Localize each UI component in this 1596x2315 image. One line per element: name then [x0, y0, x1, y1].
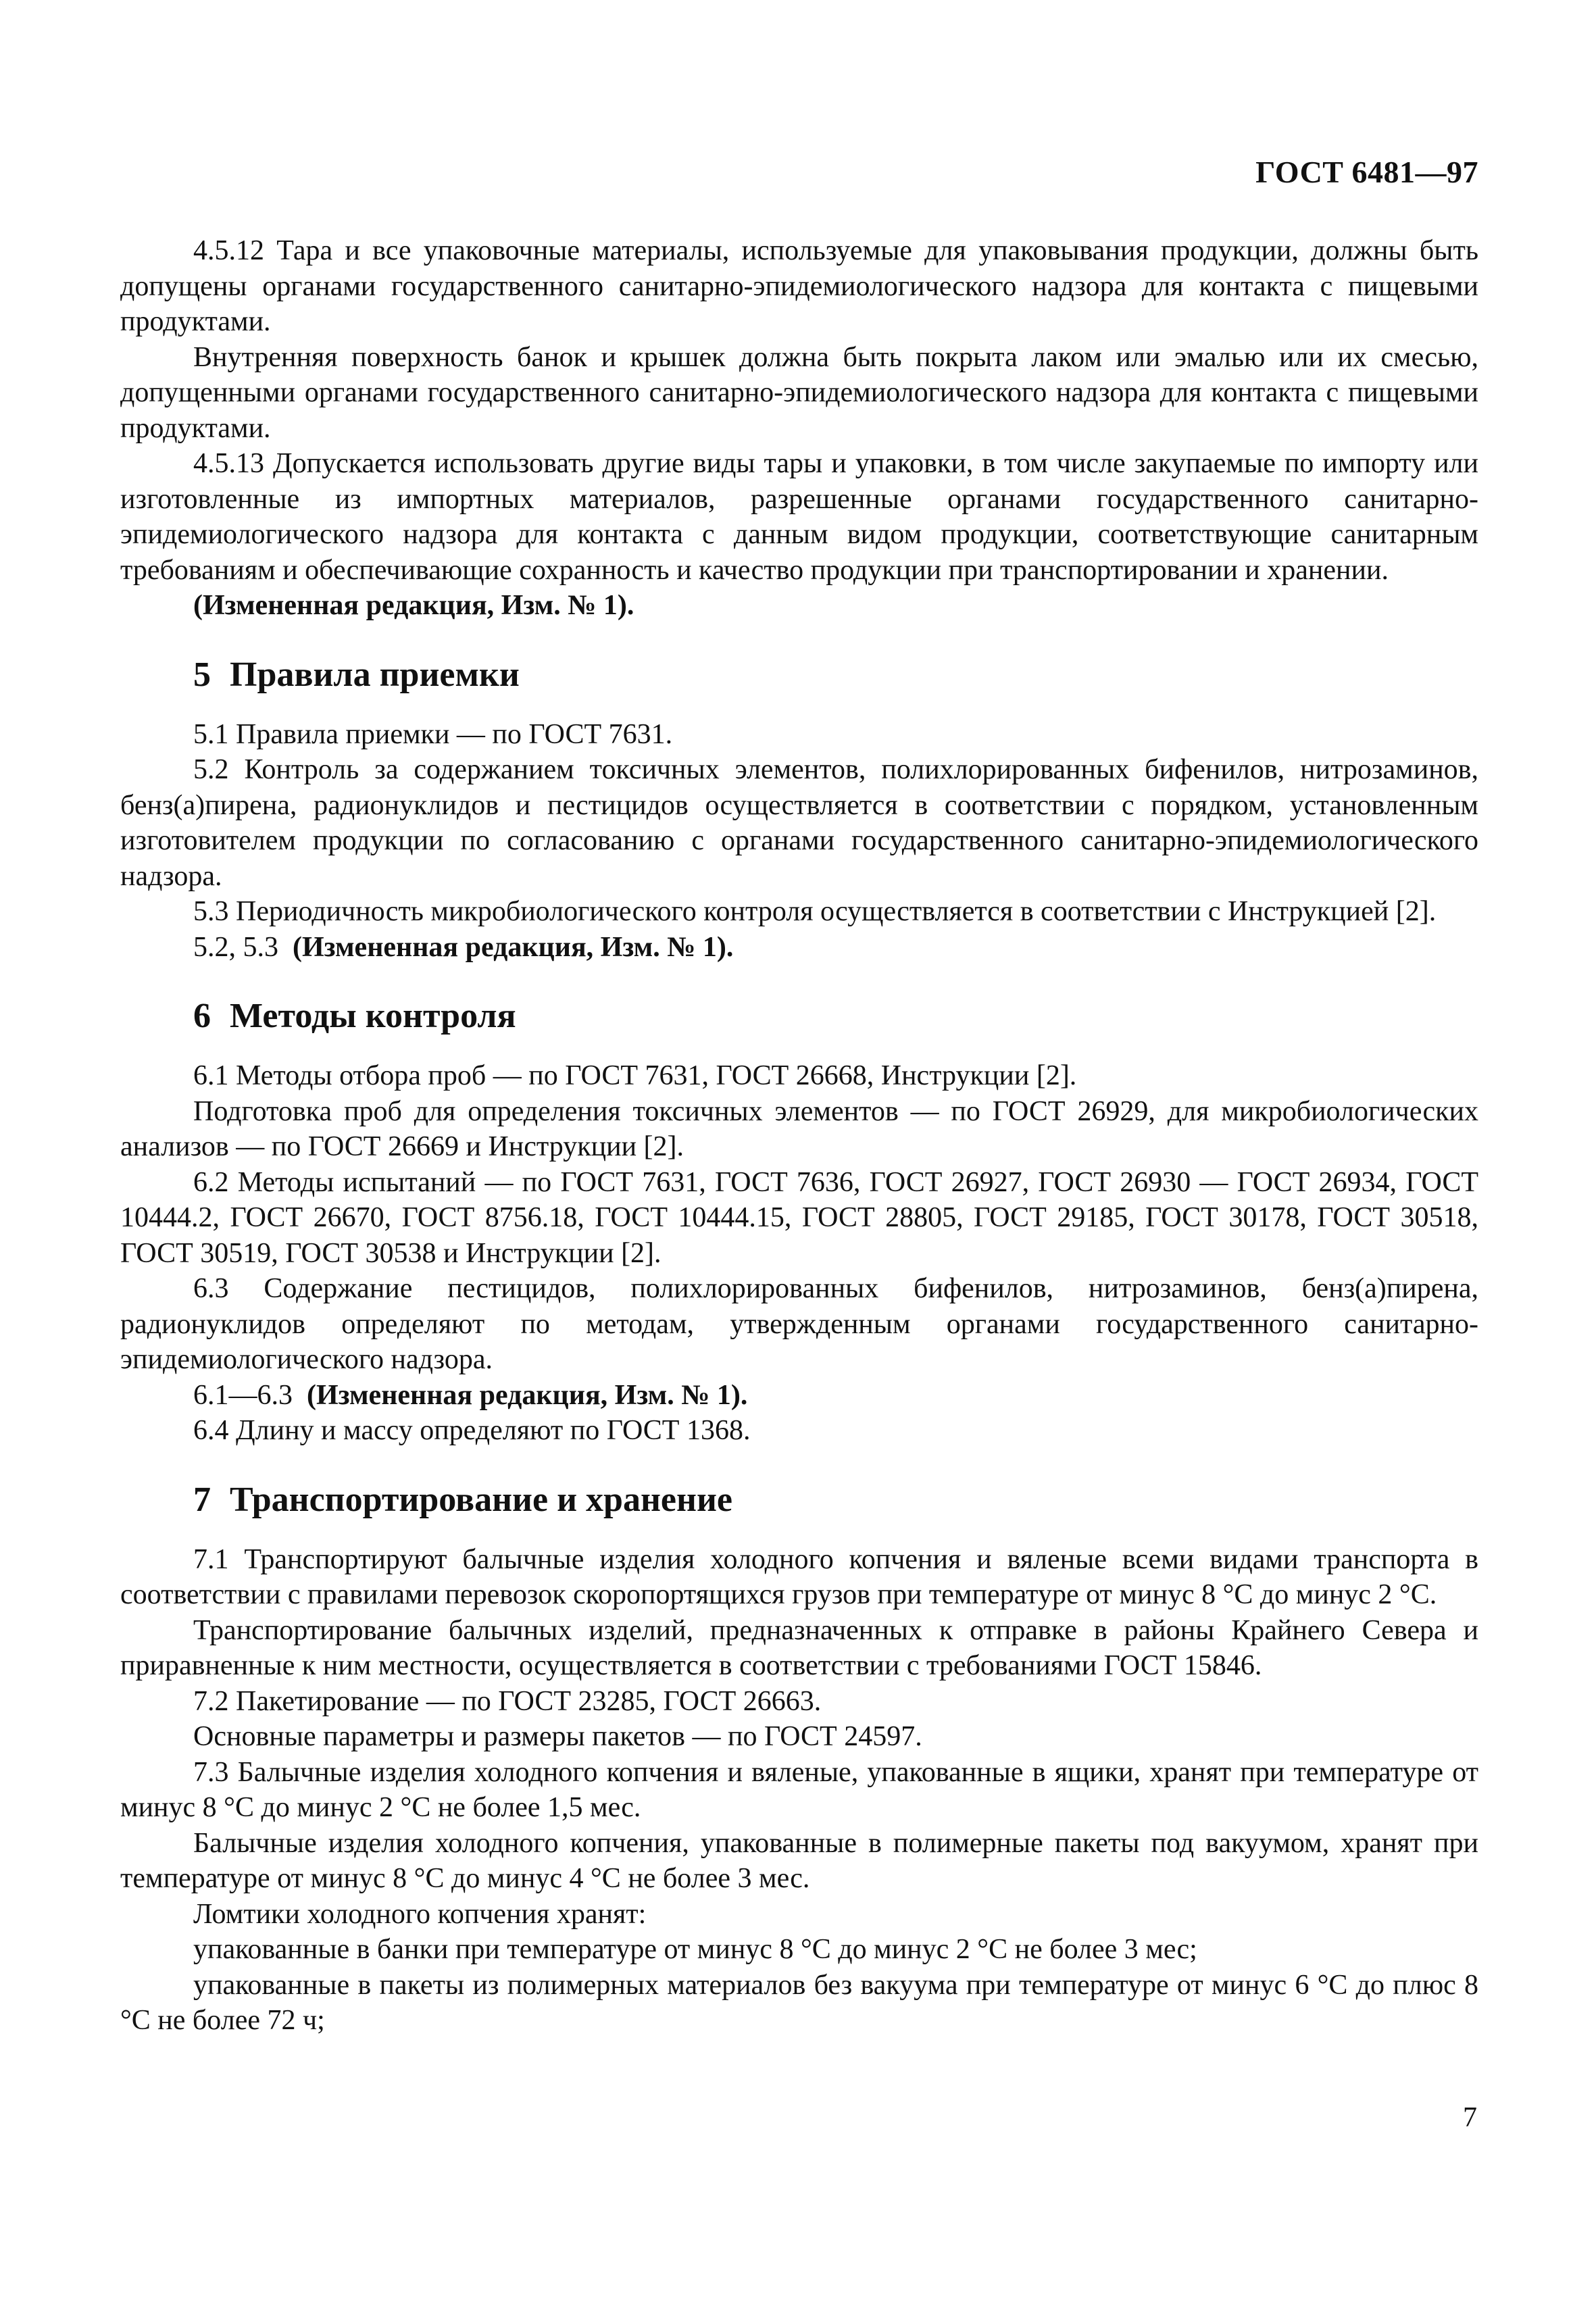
document-id-header: ГОСТ 6481—97 [1255, 155, 1478, 189]
edit-note-6-text: (Измененная редакция, Изм. № 1). [307, 1379, 748, 1411]
paragraph-6-3: 6.3 Содержание пестицидов, полихлорированных бифенилов, нитрозаминов, бенз(а)пирена, радионуклидов определяют по методам, утвержденным органами государственного санитарно-эпидемиологического надзора. [120, 1273, 1478, 1375]
section-5-title: Правила приемки [230, 655, 520, 694]
page-number: 7 [1463, 2102, 1477, 2133]
paragraph-6-1-sample-prep: Подготовка проб для определения токсичных элементов — по ГОСТ 26929, для микробиологических анализов — по ГОСТ 26669 и Инструкции [2]. [120, 1095, 1478, 1162]
page-body [120, 233, 1478, 2039]
edit-note-section-6 [120, 1378, 1478, 1414]
paragraph-4-5-13: 4.5.13 Допускается использовать другие виды тары и упаковки, в том числе закупаемые по импорту или изготовленные из импортных материалов, разрешенные органами государственного санитарно-эпидемиологического надзора для контакта с данным видом продукции, соответствующие санитарным требованиям и обеспечивающие сохранность и качество продукции при транспортировании и хранении. [120, 448, 1478, 586]
paragraph-inner-surface: Внутренняя поверхность банок и крышек должна быть покрыта лаком или эмалью или их смесью, допущенными органами государственного санитарно-эпидемиологического надзора для контакта с пищевыми продуктами. [120, 341, 1478, 444]
paragraph-7-1: 7.1 Транспортируют балычные изделия холодного копчения и вяленые всеми видами транспорта в соответствии с правилами перевозок скоропортящихся грузов при температуре от минус 8 °С до минус 2 °С. [120, 1543, 1478, 1610]
section-6-title: Методы контроля [230, 997, 516, 1035]
section-6-number: 6 [193, 997, 211, 1035]
edit-note-top [120, 588, 1478, 624]
paragraph-5-3: 5.3 Периодичность микробиологического контроля осуществляется в соответствии с Инструкцией [2]. [193, 896, 1437, 927]
paragraph-7-2: 7.2 Пакетирование — по ГОСТ 23285, ГОСТ 26663. [193, 1685, 822, 1717]
section-5-heading [120, 653, 1478, 697]
paragraph-7-3-bags: упакованные в пакеты из полимерных материалов без вакуума при температуре от минус 6 °С до плюс 8 °С не более 72 ч; [120, 1969, 1478, 2036]
edit-note-section-5 [120, 930, 1478, 966]
paragraph-7-3-slices: Ломтики холодного копчения хранят: [193, 1898, 647, 1930]
paragraph-4-5-12: 4.5.12 Тара и все упаковочные материалы, используемые для упаковывания продукции, должны быть допущены органами государственного санитарно-эпидемиологического надзора для контакта с пищевыми продуктами. [120, 235, 1478, 337]
paragraph-5-1: 5.1 Правила приемки — по ГОСТ 7631. [193, 718, 673, 750]
edit-note-5-text: (Измененная редакция, Изм. № 1). [293, 931, 734, 963]
paragraph-7-3: 7.3 Балычные изделия холодного копчения и вяленые, упакованные в ящики, хранят при температуре от минус 8 °С до минус 2 °С не более 1,5 мес. [120, 1756, 1478, 1823]
paragraph-7-3-vacuum: Балычные изделия холодного копчения, упакованные в полимерные пакеты под вакуумом, хранят при температуре от минус 8 °С до минус 4 °С не более 3 мес. [120, 1827, 1478, 1894]
edit-note-top-text: (Измененная редакция, Изм. № 1). [193, 590, 634, 621]
edit-note-6-prefix: 6.1—6.3 [193, 1379, 293, 1411]
section-6-heading [120, 995, 1478, 1038]
paragraph-7-1-far-north: Транспортирование балычных изделий, предназначенных к отправке в районы Крайнего Севера и приравненные к ним местности, осуществляется в соответствии с требованиями ГОСТ 15846. [120, 1614, 1478, 1681]
section-7-heading [120, 1478, 1478, 1522]
section-7-title: Транспортирование и хранение [230, 1480, 732, 1519]
paragraph-5-2: 5.2 Контроль за содержанием токсичных элементов, полихлорированных бифенилов, нитрозаминов, бенз(а)пирена, радионуклидов и пестицидов осуществляется в соответствии с порядком, установленным изготовителем продукции по согласованию с органами государственного санитарно-эпидемиологического надзора. [120, 754, 1478, 892]
section-7-number: 7 [193, 1480, 211, 1519]
paragraph-6-2: 6.2 Методы испытаний — по ГОСТ 7631, ГОСТ 7636, ГОСТ 26927, ГОСТ 26930 — ГОСТ 26934, ГОСТ 10444.2, ГОСТ 26670, ГОСТ 8756.18, ГОСТ 10444.15, ГОСТ 28805, ГОСТ 29185, ГОСТ 30178, ГОСТ 30518, ГОСТ 30519, ГОСТ 30538 и Инструкции [2]. [120, 1166, 1478, 1269]
paragraph-7-2-package-params: Основные параметры и размеры пакетов — по ГОСТ 24597. [193, 1721, 922, 1752]
paragraph-6-4: 6.4 Длину и массу определяют по ГОСТ 1368. [193, 1415, 751, 1446]
section-5-number: 5 [193, 655, 211, 694]
paragraph-7-3-cans: упакованные в банки при температуре от минус 8 °С до минус 2 °С не более 3 мес; [193, 1934, 1197, 1965]
paragraph-6-1: 6.1 Методы отбора проб — по ГОСТ 7631, ГОСТ 26668, Инструкции [2]. [193, 1060, 1077, 1091]
edit-note-5-prefix: 5.2, 5.3 [193, 931, 278, 963]
